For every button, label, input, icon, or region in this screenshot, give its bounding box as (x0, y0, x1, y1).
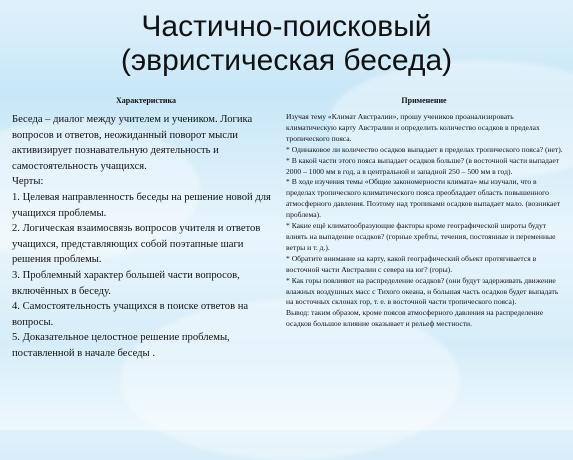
paragraph: 3. Проблемный характер большей части вопросов, включённых в беседу. (12, 269, 240, 297)
paragraph: 4. Самостоятельность учащихся в поиске ответов на вопросы. (12, 301, 249, 328)
paragraph: * Одинаковое ли количество осадков выпадает в пределах тропического пояса? (нет). (286, 144, 563, 154)
characteristics-text (12, 112, 284, 362)
paragraph: * В ходе изучения темы «Общие закономерности климата» мы изучали, что в пределах тропического климатического пояса преобладает область повышенного атмосферного давления. Поэтому над тропиками осадков выпадает мало. (возникает проблема). (286, 177, 561, 220)
paragraph: 5. Доказательное целостное решение проблемы, поставленной в начале беседы . (12, 332, 230, 359)
paragraph: Беседа – диалог между учителем и учеником. Логика вопросов и ответов, неожиданный поворот мысли активизирует познавательную деятельность и самостоятельность учащихся. (12, 114, 253, 172)
slide-title-line2: (эвристическая беседа) (120, 44, 453, 77)
paragraph: * Обратите внимание на карту, какой географический объект протягивается в восточной части Австралии с севера на юг? (горы). (286, 253, 537, 274)
column-header-characteristics: Характеристика (116, 96, 176, 105)
application-text (286, 112, 564, 330)
column-header-application: Применение (401, 96, 447, 105)
paragraph: 1. Целевая направленность беседы на решение новой для учащихся проблемы. (12, 191, 271, 219)
paragraph: Изучая тему «Климат Австралии», прошу учеников проанализировать климатическую карту Австралии и определить количество осадков в пределах тропического пояса. (286, 112, 540, 143)
paragraph: Вывод: таким образом, кроме поясов атмосферного давления на распределение осадков большое влияние оказывает и рельеф местности. (286, 308, 544, 329)
paragraph: * В какой части этого пояса выпадает осадков больше? (в восточной части выпадает 2000 – 1000 мм в год, а в центральной и западной 250 – 500 мм в год). (286, 155, 560, 176)
slide-title (0, 10, 573, 78)
paragraph: * Как горы повлияют на распределение осадков? (они будут задерживать движение влажных воздушных масс с Тихого океана, и большая часть осадков будет выпадать на восточных склонах гор, т. е. в восточной части тропического пояса). (286, 275, 559, 307)
paragraph: 2. Логическая взаимосвязь вопросов учителя и ответов учащихся, представляющих собой поэтапные шаги решения проблемы. (12, 223, 261, 266)
paragraph: Черты: (12, 176, 44, 188)
slide-title-line1: Частично-поисковый (141, 10, 432, 43)
paragraph: * Какие ещё климатообразующие факторы кроме географической широты будут влиять на выпадение осадков? (горные хребты, течения, постоянные и переменные ветры и т. д.). (286, 221, 556, 252)
